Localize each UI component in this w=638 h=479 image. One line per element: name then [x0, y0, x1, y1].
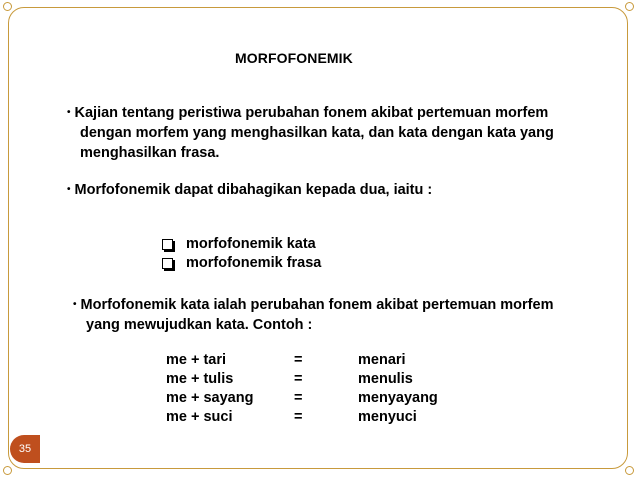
checkbox-icon — [162, 258, 173, 269]
list-item — [160, 235, 321, 254]
point-division — [67, 180, 432, 200]
example-equals: = — [294, 409, 303, 425]
example-input: me + tulis — [166, 371, 234, 387]
example-equals: = — [294, 390, 303, 406]
table-row — [166, 408, 438, 427]
type-label: morfofonemik kata — [186, 236, 316, 252]
corner-dot-bottom-left — [3, 466, 12, 475]
checkbox-icon — [162, 239, 173, 250]
types-list — [160, 235, 321, 273]
example-input: me + sayang — [166, 390, 254, 406]
point-word-morphophonemics — [73, 295, 553, 335]
example-result: menyuci — [358, 409, 417, 425]
table-row — [166, 370, 438, 389]
bullet-icon: • — [73, 299, 77, 310]
point-line: Kajian tentang peristiwa perubahan fonem akibat pertemuan morfem — [74, 105, 549, 121]
example-result: menulis — [358, 371, 413, 387]
corner-dot-top-right — [625, 2, 634, 11]
point-line: yang mewujudkan kata. Contoh : — [86, 317, 313, 333]
point-line: dengan morfem yang menghasilkan kata, dan kata dengan kata yang — [80, 125, 554, 141]
example-input: me + suci — [166, 409, 233, 425]
example-equals: = — [294, 371, 303, 387]
table-row — [166, 351, 438, 370]
point-definition — [67, 103, 554, 163]
examples-table — [166, 351, 438, 427]
point-line: Morfofonemik kata ialah perubahan fonem akibat pertemuan morfem — [80, 297, 554, 313]
bullet-icon: • — [67, 107, 71, 118]
example-result: menari — [358, 352, 406, 368]
bullet-icon: • — [67, 184, 71, 195]
example-input: me + tari — [166, 352, 227, 368]
table-row — [166, 389, 438, 408]
corner-dot-top-left — [3, 2, 12, 11]
corner-dot-bottom-right — [625, 466, 634, 475]
slide-title: MORFOFONEMIK — [235, 50, 353, 66]
point-line: menghasilkan frasa. — [80, 145, 220, 161]
example-result: menyayang — [358, 390, 438, 406]
point-line: Morfofonemik dapat dibahagikan kepada dua, iaitu : — [74, 182, 433, 198]
list-item — [160, 254, 321, 273]
type-label: morfofonemik frasa — [186, 255, 322, 271]
example-equals: = — [294, 352, 303, 368]
page-number-badge: 35 — [10, 435, 40, 463]
